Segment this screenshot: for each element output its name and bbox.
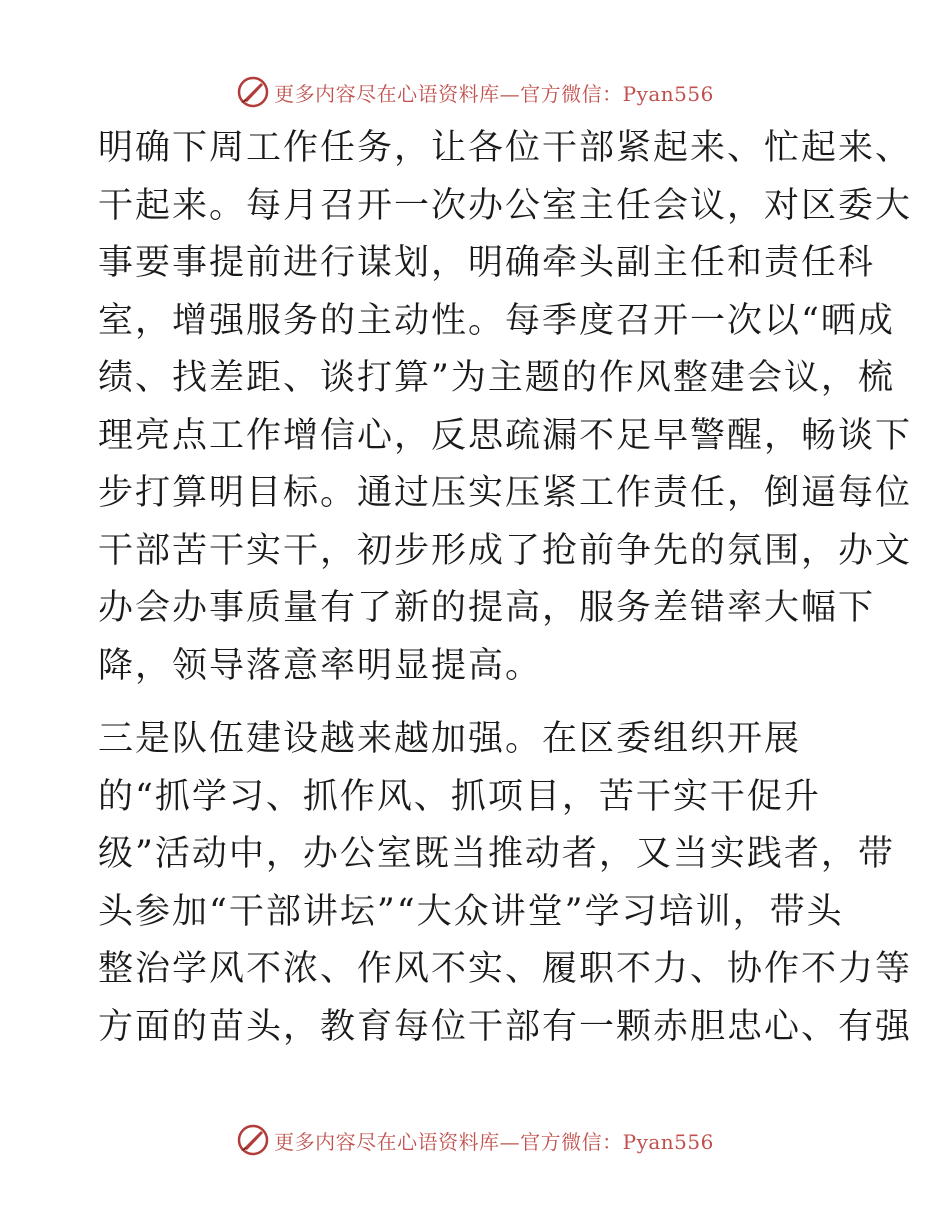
text-line: 室，增强服务的主动性。每季度召开一次以“晒成 [98,300,895,341]
text-line: 干部苦干实干，初步形成了抢前争先的氛围，办文 [98,530,913,571]
text-line: 步打算明目标。通过压实压紧工作责任，倒逼每位 [98,473,913,513]
header-banner [0,72,950,112]
text-line: 方面的苗头，教育每位干部有一颗赤胆忠心、有强 [98,1006,913,1047]
text-line: 事要事提前进行谋划，明确牵头副主任和责任科 [98,243,876,283]
text-line: 理亮点工作增信心，反思疏漏不足早警醒，畅谈下 [98,415,913,456]
text-line: 的“抓学习、抓作风、抓项目，苦干实干促升 [98,776,821,817]
paragraph-1 [98,120,913,695]
footer-banner-text[interactable]: 更多内容尽在心语资料库—官方微信：Pyan556 [274,1129,714,1154]
text-line: 降，领导落意率明显提高。 [98,645,543,686]
text-line: 绩、找差距、谈打算”为主题的作风整建会议，梳 [98,358,895,398]
text-line: 明确下周工作任务，让各位干部紧起来、忙起来、 [98,128,913,168]
footer-banner [0,1120,950,1160]
paragraph-spacer [98,695,858,711]
quill-pen-logo-icon [236,1123,270,1157]
text-line: 三是队伍建设越来越加强。在区委组织开展 [98,719,802,759]
text-line: 整治学风不浓、作风不实、履职不力、协作不力等 [98,949,913,989]
quill-pen-logo-icon [236,75,270,109]
text-line: 级”活动中，办公室既当推动者，又当实践者，带 [98,834,895,874]
document-body [98,120,913,1056]
header-banner-text[interactable]: 更多内容尽在心语资料库—官方微信：Pyan556 [274,81,714,106]
text-line: 头参加“干部讲坛”“大众讲堂”学习培训，带头 [98,891,844,932]
paragraph-2 [98,711,913,1056]
text-line: 干起来。每月召开一次办公室主任会议，对区委大 [98,185,913,226]
text-line: 办会办事质量有了新的提高，服务差错率大幅下 [98,588,876,628]
